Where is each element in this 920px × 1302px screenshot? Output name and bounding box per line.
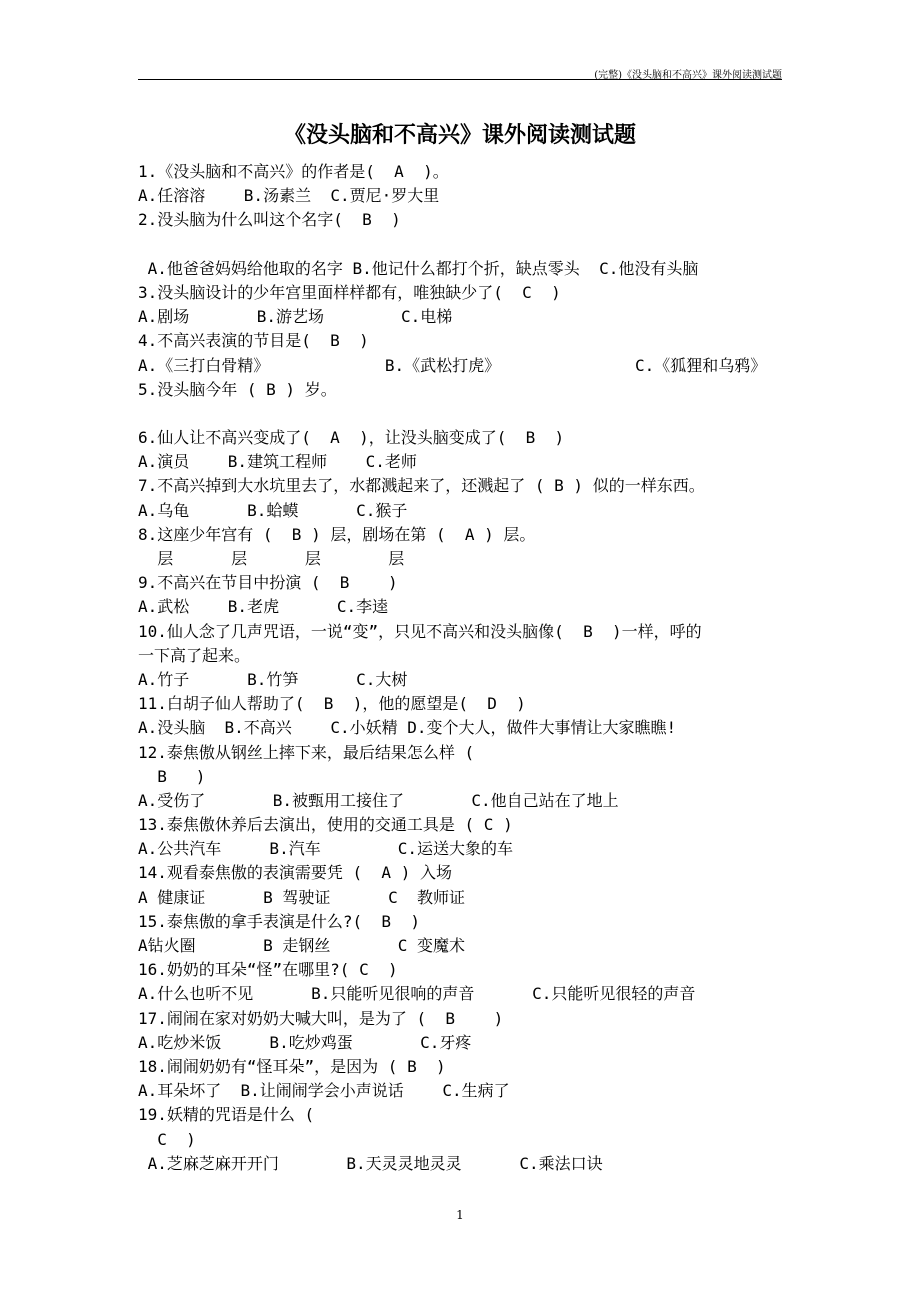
text-line: A.耳朵坏了 B.让闹闹学会小声说话 C.生病了	[138, 1081, 510, 1101]
text-line: 18.闹闹奶奶有“怪耳朵”，是因为 ( B )	[138, 1056, 446, 1076]
text-line: 5.没头脑今年 ( B ) 岁。	[138, 379, 337, 399]
text-line: 8.这座少年宫有 ( B ) 层，剧场在第 ( A ) 层。	[138, 524, 536, 544]
page-number: 1	[456, 1208, 464, 1222]
text-line: 17.闹闹在家对奶奶大喊大叫，是为了 ( B )	[138, 1008, 504, 1028]
text-line: A.《三打白骨精》 B.《武松打虎》 C.《狐狸和乌鸦》	[138, 355, 767, 375]
running-header: (完整)《没头脑和不高兴》课外阅读测试题	[594, 70, 782, 81]
text-line: A.演员 B.建筑工程师 C.老师	[138, 452, 417, 472]
text-line: 12.泰焦傲从钢丝上摔下来，最后结果怎么样 (	[138, 742, 475, 762]
text-line: A.吃炒米饭 B.吃炒鸡蛋 C.牙疼	[138, 1032, 472, 1052]
text-line: 11.白胡子仙人帮助了( B )，他的愿望是( D )	[138, 694, 526, 714]
text-line: 4.不高兴表演的节目是( B )	[138, 331, 369, 351]
text-line: 16.奶奶的耳朵“怪”在哪里?( C )	[138, 960, 398, 980]
text-line: A.竹子 B.竹笋 C.大树	[138, 669, 408, 689]
text-line: A.武松 B.老虎 C.李逵	[138, 597, 389, 617]
text-line: 14.观看泰焦傲的表演需要凭 ( A ) 入场	[138, 863, 452, 883]
text-line: 2.没头脑为什么叫这个名字( B )	[138, 210, 401, 230]
page-title: 《没头脑和不高兴》课外阅读测试题	[283, 123, 636, 148]
text-line: 15.泰焦傲的拿手表演是什么?( B )	[138, 911, 420, 931]
blank-line	[138, 402, 782, 426]
text-line: 6.仙人让不高兴变成了( A )，让没头脑变成了( B )	[138, 428, 565, 448]
text-line: A.任溶溶 B.汤素兰 C.贾尼·罗大里	[138, 186, 440, 206]
text-line: 19.妖精的咒语是什么 (	[138, 1105, 315, 1125]
text-line: 9.不高兴在节目中扮演 ( B )	[138, 573, 398, 593]
text-line: 1.《没头脑和不高兴》的作者是( A )。	[138, 162, 449, 181]
text-line: A.芝麻芝麻开开门 B.天灵灵地灵灵 C.乘法口诀	[138, 1153, 603, 1173]
text-line: A.没头脑 B.不高兴 C.小妖精 D.变个大人，做件大事情让大家瞧瞧!	[138, 718, 677, 738]
text-line: A.乌龟 B.蛤蟆 C.猴子	[138, 500, 408, 520]
text-line: 3.没头脑设计的少年宫里面样样都有，唯独缺少了( C )	[138, 282, 561, 302]
text-line: B )	[138, 766, 206, 786]
text-line: A 健康证 B 驾驶证 C 教师证	[138, 887, 466, 907]
text-line: A钻火圈 B 走钢丝 C 变魔术	[138, 936, 466, 955]
blank-line	[138, 233, 782, 257]
text-line: 13.泰焦傲休养后去演出，使用的交通工具是 ( C )	[138, 815, 513, 835]
text-line: 层 层 层 层	[138, 549, 405, 568]
text-line: A.受伤了 B.被甄用工接住了 C.他自己站在了地上	[138, 790, 619, 810]
text-line: 7.不高兴掉到大水坑里去了，水都溅起来了，还溅起了 ( B ) 似的一样东西。	[138, 476, 705, 496]
text-line: A.他爸爸妈妈给他取的名字 B.他记什么都打个折，缺点零头 C.他没有头脑	[138, 258, 699, 278]
text-line: A.公共汽车 B.汽车 C.运送大象的车	[138, 839, 514, 859]
text-line: C )	[138, 1129, 196, 1149]
question-list	[138, 160, 782, 1176]
text-line: 一下高了起来。	[138, 645, 251, 665]
text-line: 10.仙人念了几声咒语，一说“变”，只见不高兴和没头脑像( B )一样，呼的	[138, 621, 702, 641]
text-line: A.什么也听不见 B.只能听见很响的声音 C.只能听见很轻的声音	[138, 984, 696, 1004]
header-divider	[138, 79, 782, 80]
text-line: A.剧场 B.游艺场 C.电梯	[138, 307, 453, 327]
